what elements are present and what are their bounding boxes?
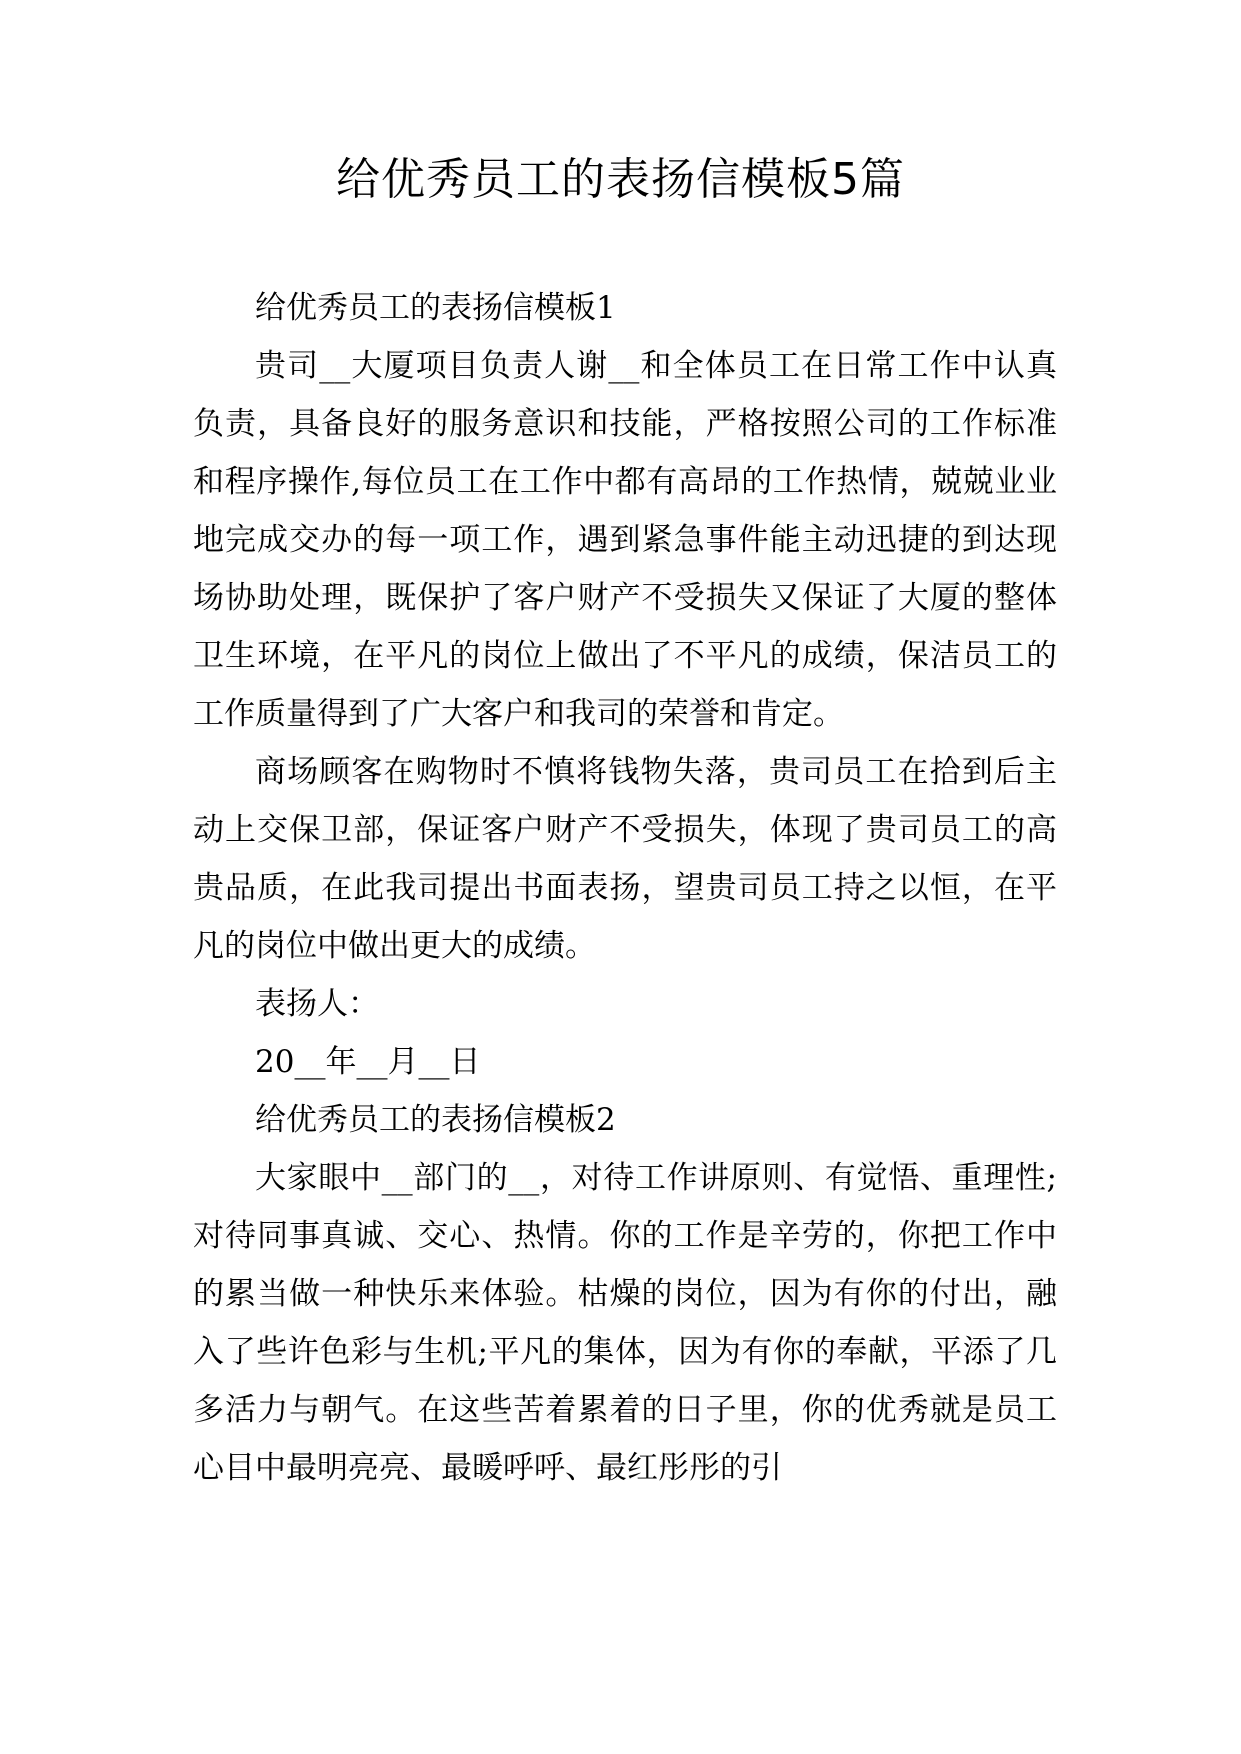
- document-body: [193, 279, 1057, 1497]
- section-heading-1: 给优秀员工的表扬信模板1: [255, 290, 616, 326]
- document-title: 给优秀员工的表扬信模板5篇: [336, 154, 905, 205]
- signature-line: 表扬人：: [255, 986, 379, 1022]
- paragraph-letter-1-incident: 商场顾客在购物时不慎将钱物失落，贵司员工在拾到后主动上交保卫部，保证客户财产不受损失，体现了贵司员工的高贵品质，在此我司提出书面表扬，望贵司员工持之以恒，在平凡的岗位中做出更大的成绩。: [193, 754, 1057, 964]
- paragraph-letter-1-body: 贵司__大厦项目负责人谢__和全体员工在日常工作中认真负责，具备良好的服务意识和技能，严格按照公司的工作标准和程序操作,每位员工在工作中都有高昂的工作热情，兢兢业业地完成交办的每一项工作，遇到紧急事件能主动迅捷的到达现场协助处理，既保护了客户财产不受损失又保证了大厦的整体卫生环境，在平凡的岗位上做出了不平凡的成绩，保洁员工的工作质量得到了广大客户和我司的荣誉和肯定。: [193, 348, 1057, 732]
- date-line: 20__年__月__日: [255, 1044, 481, 1080]
- section-heading-2: 给优秀员工的表扬信模板2: [255, 1102, 616, 1138]
- paragraph-letter-2-body: 大家眼中__部门的__，对待工作讲原则、有觉悟、重理性;对待同事真诚、交心、热情。你的工作是辛劳的，你把工作中的累当做一种快乐来体验。枯燥的岗位，因为有你的付出，融入了些许色彩与生机;平凡的集体，因为有你的奉献，平添了几多活力与朝气。在这些苦着累着的日子里，你的优秀就是员工心目中最明亮亮、最暖呼呼、最红彤彤的引: [193, 1160, 1057, 1486]
